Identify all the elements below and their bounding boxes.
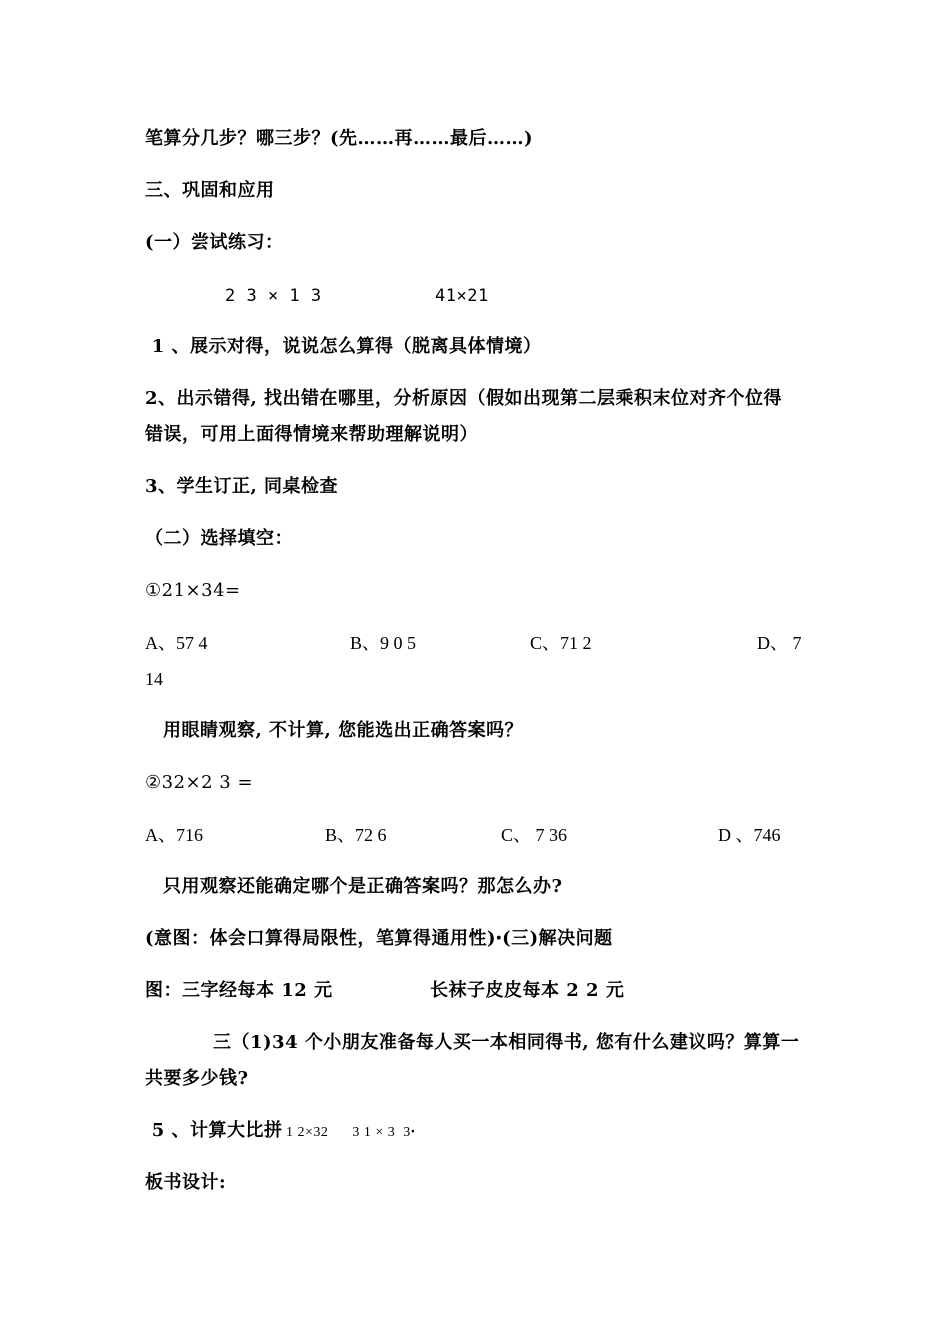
option-q1-b: B、9 0 5 (350, 633, 417, 653)
text-line-steps: 笔算分几步？哪三步？(先……再……最后……) (145, 128, 534, 149)
option-q1-c: C、71 2 (530, 633, 592, 653)
text-line-problem-2: 共要多少钱? (145, 1068, 249, 1089)
text-line-book-2: 长袜子皮皮每本 2 2 元 (430, 980, 625, 1001)
text-line-problem-1: 三（1)34 个小朋友准备每人买一本相同得书, 您有什么建议吗？算算一 (213, 1032, 800, 1053)
option-q2-c: C、 7 36 (501, 825, 568, 845)
exercise-1: 2 3 × 1 3 (225, 286, 322, 306)
section-heading-consolidate: 三、巩固和应用 (145, 180, 275, 201)
text-line-board-design: 板书设计: (145, 1172, 227, 1193)
text-line-compete-exercises: 1 2×32 3 1 × 3 3ꞏ (282, 1125, 416, 1140)
option-q1-a: A、57 4 (145, 633, 208, 653)
subheading-choice: （二）选择填空： (145, 528, 293, 549)
question-1: ①21×34= (145, 580, 241, 601)
text-line-compete: 5 、计算大比拼 (145, 1120, 283, 1141)
subheading-try-practice: (一）尝试练习： (145, 232, 284, 253)
text-line-show: 1 、展示对得，说说怎么算得（脱离具体情境） (145, 336, 542, 357)
option-q1-d-cont: 14 (145, 669, 163, 689)
question-2: ②32×2 3 = (145, 772, 254, 793)
text-line-errors-1: 2、出示错得, 找出错在哪里，分析原因（假如出现第二层乘积末位对齐个位得 (145, 388, 783, 409)
option-q1-d: D、 7 (757, 633, 802, 653)
exercise-2: 41×21 (435, 286, 489, 306)
text-line-correct: 3、学生订正, 同桌检查 (145, 476, 339, 497)
option-q2-a: A、716 (145, 825, 203, 845)
text-line-book-1: 图：三字经每本 12 元 (145, 980, 333, 1001)
text-line-only-observe: 只用观察还能确定哪个是正确答案吗？那怎么办? (163, 876, 563, 897)
option-q2-d: D 、746 (718, 825, 781, 845)
text-line-errors-2: 错误，可用上面得情境来帮助理解说明） (145, 424, 478, 445)
text-line-observe: 用眼睛观察, 不计算, 您能选出正确答案吗？ (163, 720, 524, 741)
option-q2-b: B、72 6 (325, 825, 387, 845)
text-line-intent: (意图：体会口算得局限性，笔算得通用性)ꞏ(三)解决问题 (145, 928, 613, 949)
